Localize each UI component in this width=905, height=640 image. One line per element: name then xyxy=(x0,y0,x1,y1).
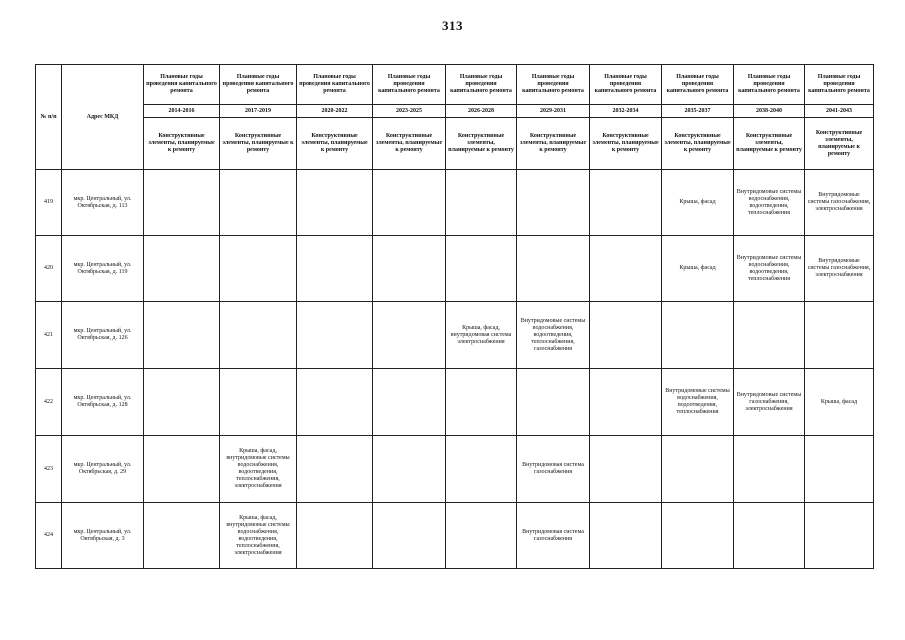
repair-cell xyxy=(590,436,662,503)
repair-cell xyxy=(805,436,874,503)
capital-repair-table xyxy=(35,64,874,569)
row-address: мкр. Центральный, ул. Октябрьская, д. 126 xyxy=(62,302,144,369)
repair-cell xyxy=(144,170,220,236)
elements-heading: Конструктивные элементы, планируемые к ремонту xyxy=(517,118,590,170)
repair-cell xyxy=(805,302,874,369)
row-address: мкр. Центральный, ул. Октябрьская, д. 29 xyxy=(62,436,144,503)
repair-cell xyxy=(446,436,517,503)
row-number: 422 xyxy=(36,369,62,436)
repair-cell xyxy=(297,170,373,236)
row-address: мкр. Центральный, ул. Октябрьская, д. 113 xyxy=(62,170,144,236)
repair-cell xyxy=(144,302,220,369)
repair-cell xyxy=(297,369,373,436)
repair-cell xyxy=(734,302,805,369)
period-label: 2017-2019 xyxy=(220,105,297,118)
period-label: 2020-2022 xyxy=(297,105,373,118)
elements-heading: Конструктивные элементы, планируемые к ремонту xyxy=(590,118,662,170)
repair-cell xyxy=(144,436,220,503)
repair-cell xyxy=(373,302,446,369)
repair-cell: Крыша, фасад, внутридомовая система электроснабжения xyxy=(446,302,517,369)
repair-cell: Внутридомовые системы газоснабжения, электроснабжения xyxy=(734,369,805,436)
period-heading: Плановые годы проведения капитального ремонта xyxy=(805,65,874,105)
repair-cell xyxy=(297,436,373,503)
repair-cell xyxy=(517,170,590,236)
period-label: 2035-2037 xyxy=(662,105,734,118)
table-row xyxy=(36,302,874,369)
period-label: 2038-2040 xyxy=(734,105,805,118)
row-number: 419 xyxy=(36,170,62,236)
repair-cell xyxy=(297,302,373,369)
repair-cell: Крыша, фасад, внутридомовые системы водоснабжения, водоотведения, теплоснабжения, электроснабжения xyxy=(220,436,297,503)
repair-cell xyxy=(517,369,590,436)
repair-cell xyxy=(446,170,517,236)
repair-cell xyxy=(662,503,734,569)
repair-cell: Крыша, фасад xyxy=(805,369,874,436)
repair-cell: Внутридомовые системы водоснабжения, водоотведения, теплоснабжения xyxy=(662,369,734,436)
repair-cell xyxy=(373,503,446,569)
repair-cell xyxy=(144,369,220,436)
elements-heading: Конструктивные элементы, планируемые к ремонту xyxy=(373,118,446,170)
repair-cell xyxy=(590,236,662,302)
repair-cell xyxy=(446,236,517,302)
row-address: мкр. Центральный, ул. Октябрьская, д. 119 xyxy=(62,236,144,302)
repair-cell xyxy=(590,170,662,236)
repair-cell xyxy=(144,236,220,302)
repair-cell xyxy=(373,236,446,302)
elements-heading: Конструктивные элементы, планируемые к ремонту xyxy=(734,118,805,170)
header-row-periods xyxy=(36,105,874,118)
repair-cell xyxy=(590,302,662,369)
period-heading: Плановые годы проведения капитального ремонта xyxy=(373,65,446,105)
period-heading: Плановые годы проведения капитального ремонта xyxy=(297,65,373,105)
period-label: 2032-2034 xyxy=(590,105,662,118)
repair-cell xyxy=(662,302,734,369)
header-row-elements xyxy=(36,118,874,170)
repair-cell xyxy=(373,436,446,503)
row-address: мкр. Центральный, ул. Октябрьская, д. 128 xyxy=(62,369,144,436)
elements-heading: Конструктивные элементы, планируемые к ремонту xyxy=(297,118,373,170)
table-row xyxy=(36,369,874,436)
table-row xyxy=(36,170,874,236)
row-address: мкр. Центральный, ул. Октябрьская, д. 3 xyxy=(62,503,144,569)
column-header-address: Адрес МКД xyxy=(62,65,144,170)
repair-cell: Внутридомовые системы водоснабжения, водоотведения, теплоснабжения xyxy=(734,236,805,302)
repair-cell xyxy=(220,236,297,302)
repair-cell: Крыша, фасад xyxy=(662,170,734,236)
table-row xyxy=(36,503,874,569)
period-heading: Плановые годы проведения капитального ремонта xyxy=(446,65,517,105)
period-label: 2041-2043 xyxy=(805,105,874,118)
repair-cell xyxy=(662,436,734,503)
period-label: 2023-2025 xyxy=(373,105,446,118)
elements-heading: Конструктивные элементы, планируемые к ремонту xyxy=(805,118,874,170)
page-number: 313 xyxy=(442,18,463,33)
repair-cell: Внутридомовые системы водоснабжения, водоотведения, теплоснабжения xyxy=(734,170,805,236)
period-heading: Плановые годы проведения капитального ремонта xyxy=(220,65,297,105)
row-number: 420 xyxy=(36,236,62,302)
repair-cell: Крыша, фасад xyxy=(662,236,734,302)
period-heading: Плановые годы проведения капитального ремонта xyxy=(662,65,734,105)
repair-cell xyxy=(220,170,297,236)
repair-cell xyxy=(144,503,220,569)
row-number: 424 xyxy=(36,503,62,569)
elements-heading: Конструктивные элементы, планируемые к ремонту xyxy=(144,118,220,170)
period-label: 2029-2031 xyxy=(517,105,590,118)
repair-cell: Внутридомовые системы газоснабжения, электроснабжения xyxy=(805,236,874,302)
period-label: 2026-2028 xyxy=(446,105,517,118)
row-number: 421 xyxy=(36,302,62,369)
period-heading: Плановые годы проведения капитального ремонта xyxy=(517,65,590,105)
repair-cell xyxy=(297,236,373,302)
repair-cell xyxy=(734,436,805,503)
repair-cell xyxy=(517,236,590,302)
repair-cell xyxy=(446,503,517,569)
repair-cell: Внутридомовая система газоснабжения xyxy=(517,436,590,503)
repair-cell xyxy=(805,503,874,569)
table-row xyxy=(36,236,874,302)
repair-cell xyxy=(373,170,446,236)
repair-cell xyxy=(446,369,517,436)
column-header-number: № п/п xyxy=(36,65,62,170)
repair-cell xyxy=(590,503,662,569)
header-row-period-heading xyxy=(36,65,874,105)
elements-heading: Конструктивные элементы, планируемые к ремонту xyxy=(662,118,734,170)
period-label: 2014-2016 xyxy=(144,105,220,118)
row-number: 423 xyxy=(36,436,62,503)
repair-cell xyxy=(373,369,446,436)
repair-cell xyxy=(220,369,297,436)
period-heading: Плановые годы проведения капитального ремонта xyxy=(144,65,220,105)
repair-cell xyxy=(734,503,805,569)
period-heading: Плановые годы проведения капитального ремонта xyxy=(590,65,662,105)
repair-cell: Внутридомовые системы газоснабжения, электроснабжения xyxy=(805,170,874,236)
elements-heading: Конструктивные элементы, планируемые к ремонту xyxy=(446,118,517,170)
repair-cell: Крыша, фасад, внутридомовые системы водоснабжения, водоотведения, теплоснабжения, электроснабжения xyxy=(220,503,297,569)
period-heading: Плановые годы проведения капитального ремонта xyxy=(734,65,805,105)
elements-heading: Конструктивные элементы, планируемые к ремонту xyxy=(220,118,297,170)
repair-cell: Внутридомовая система газоснабжения xyxy=(517,503,590,569)
repair-cell xyxy=(220,302,297,369)
repair-cell xyxy=(297,503,373,569)
repair-cell: Внутридомовые системы водоснабжения, водоотведения, теплоснабжения, газоснабжения xyxy=(517,302,590,369)
repair-cell xyxy=(590,369,662,436)
table-row xyxy=(36,436,874,503)
